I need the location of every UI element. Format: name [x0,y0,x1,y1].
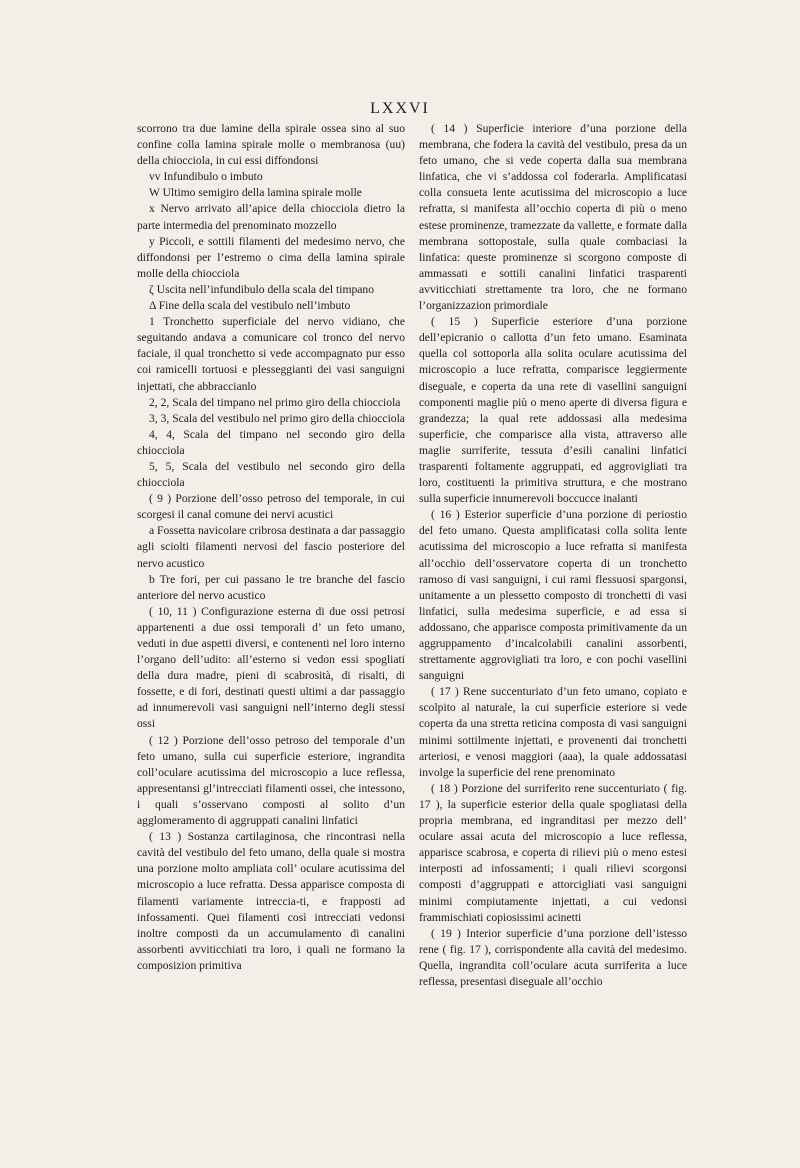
paragraph: ( 12 ) Porzione dell’osso petroso del temporale d’un feto umano, sulla cui superficie esteriore, ingrandita coll’oculare acutissima del microscopio a luce reflessa, appresentansi gl’intrecciati filamenti ossei, che intessono, i quali s’osservano composti al solito d’un agglomeramento di aggruppati canalini linfatici [137,733,405,828]
paragraph: ( 16 ) Esterior superficie d’una porzione di periostio del feto umano. Questa amplificatasi colla solita lente acutissima del microscopio a luce refratta si manifesta all’occhio dell’osservatore coperta di un tronchetto ramoso di vasi sanguigni, i cui rami flessuosi spargonsi, unitamente a un plessetto composto di tronchetti di vasi linfatici, sulla medesima superficie, e ad essa si addossano, che apparisce composta primitivamente da un aggruppamento d’incalcolabili canalini assorbenti, strettamente aggrovigliati tra loro, e con pochi vasellini sanguigni [419,508,687,683]
paragraph: ( 13 ) Sostanza cartilaginosa, che rincontrasi nella cavità del vestibulo del feto umano, della quale si mostra una porzione molto ampliata coll’ oculare acutissima del microscopio a luce refratta. Dessa apparisce composta di filamenti variamente intreccia-ti, e frapposti ad infossamenti. Quei filamenti così intrecciati vedonsi inoltre composti da un accumulamento di canalini assorbenti avviticchiati tra loro, i quali ne formano la composizion primitiva [137,830,405,972]
left-column [137,121,405,974]
paragraph: ( 9 ) Porzione dell’osso petroso del temporale, in cui scorgesi il canal comune dei nervi acustici [137,492,405,522]
paragraph: 1 Tronchetto superficiale del nervo vidiano, che seguitando andava a comunicare col tronco del nervo faciale, il qual tronchetto si vede accompagnato pur esso coi ramicelli tortuosi e plesseggianti dei vasi sanguigni injettati, che abbraccianlo [137,315,405,393]
paragraph: ( 14 ) Superficie interiore d’una porzione della membrana, che fodera la cavità del vestibulo, presa da un feto umano, che si vede coperta dalla sua membrana linfatica, che vi s’addossa col foderarla. Amplificatasi colla consueta lente acutissima del microscopio a luce refratta, si manifesta all’occhio coperta di più o meno estese prominenze, tramezzate da vallette, e formate dalla membrana sottopostale, sulla quale combaciasi la linfatica: queste prominenze si scorgono composte di ammassati e sottili canalini linfatici trasparenti avviticchiati strettamente tra loro, che ne formano l’organizzazion primordiale [419,122,687,313]
paragraph: a Fossetta navicolare cribrosa destinata a dar passaggio agli sciolti filamenti nervosi del fascio posteriore del nervo acustico [137,524,405,570]
paragraph: 5, 5, Scala del vestibulo nel secondo giro della chiocciola [137,459,405,490]
paragraph: y Piccoli, e sottili filamenti del medesimo nervo, che diffondonsi per l’estremo o cima della lamina spirale molle della chiocciola [137,234,405,280]
paragraph: ( 18 ) Porzione del surriferito rene succenturiato ( fig. 17 ), la superficie esterior della quale spogliatasi della propria membrana, ed ingranditasi per mezzo dell’ oculare assai acuta del microscopio a luce reflessa, apparisce scabrosa, e coperta di rilievi più o meno estesi interposti ad infossamenti; i quali rilievi scorgonsi composti d’aggruppati e attorcigliati vasi sanguigni minimi compiutamente injettati, a cui vedonsi frammischiati copiosissimi acinetti [419,781,687,924]
paragraph: 3, 3, Scala del vestibulo nel primo giro della chiocciola [149,411,405,425]
paragraph: ( 19 ) Interior superficie d’una porzione dell’istesso rene ( fig. 17 ), corrispondente alla cavità del medesimo. Quella, ingrandita coll’oculare acuta surriferita a luce reflessa, presentasi diseguale all’occhio [419,926,687,988]
paragraph: scorrono tra due lamine della spirale ossea sino al suo confine colla lamina spirale molle o membranosa (uu) della chiocciola, in cui essi diffondonsi [137,122,405,168]
paragraph: ζ Uscita nell’infundibulo della scala del timpano [149,282,375,296]
paragraph: 2, 2, Scala del timpano nel primo giro della chiocciola [149,395,401,409]
paragraph: W Ultimo semigiro della lamina spirale molle [149,186,362,200]
paragraph: ( 17 ) Rene succenturiato d’un feto umano, copiato e scolpito al naturale, la cui superficie esteriore si vede coperta da una stretta reticina composta di vasi sanguigni minimi sottilmente injettati, e provenenti dai tronchetti arteriosi, e venosi maggiori (aaa), la quale addossatasi involge la superficie del rene prenominato [419,685,687,779]
right-column [419,121,687,990]
page-number: LXXVI [370,100,430,117]
paragraph: ( 10, 11 ) Configurazione esterna di due ossi petrosi appartenenti a due ossi temporali d’ un feto umano, veduti in due aspetti diversi, e contenenti nel loro interno l’organo dell’udito: all’esterno si vedon essi spogliati della dura madre, pieni di scabrosità, di risalti, di fossette, e di fori, destinati questi ultimi a dar passaggio ad innumerevoli vasi sanguigni nell’interno degli stessi ossi [137,604,405,731]
paragraph: vv Infundibulo o imbuto [149,170,263,184]
paragraph: x Nervo arrivato all’apice della chiocciola dietro la parte intermedia del prenominato mozzello [137,202,405,232]
paragraph: Δ Fine della scala del vestibulo nell’imbuto [149,299,351,313]
paragraph: 4, 4, Scala del timpano nel secondo giro della chiocciola [137,427,405,457]
paragraph: ( 15 ) Superficie esteriore d’una porzione dell’epicranio o callotta d’un feto umano. Esaminata quella col sottoporla alla solita oculare acutissima del microscopio a luce refratta, comparisce leggiermente diseguale, e coperta da una rete di vasellini sanguigni componenti maglie più o meno aperte di diversa figura e grandezza; la qual rete addossasi alla medesima superficie, che comparisce alla vista, attraverso alle maglie surriferite, tessuta d’esili canalini linfatici trasparenti foltamente aggruppati, ed aggrovigliati tra loro, costituenti la primitiva struttura, e che mostrano sulla superficie innumerevoli boccucce inalanti [419,315,687,506]
paragraph: b Tre fori, per cui passano le tre branche del fascio anteriore del nervo acustico [137,572,405,602]
